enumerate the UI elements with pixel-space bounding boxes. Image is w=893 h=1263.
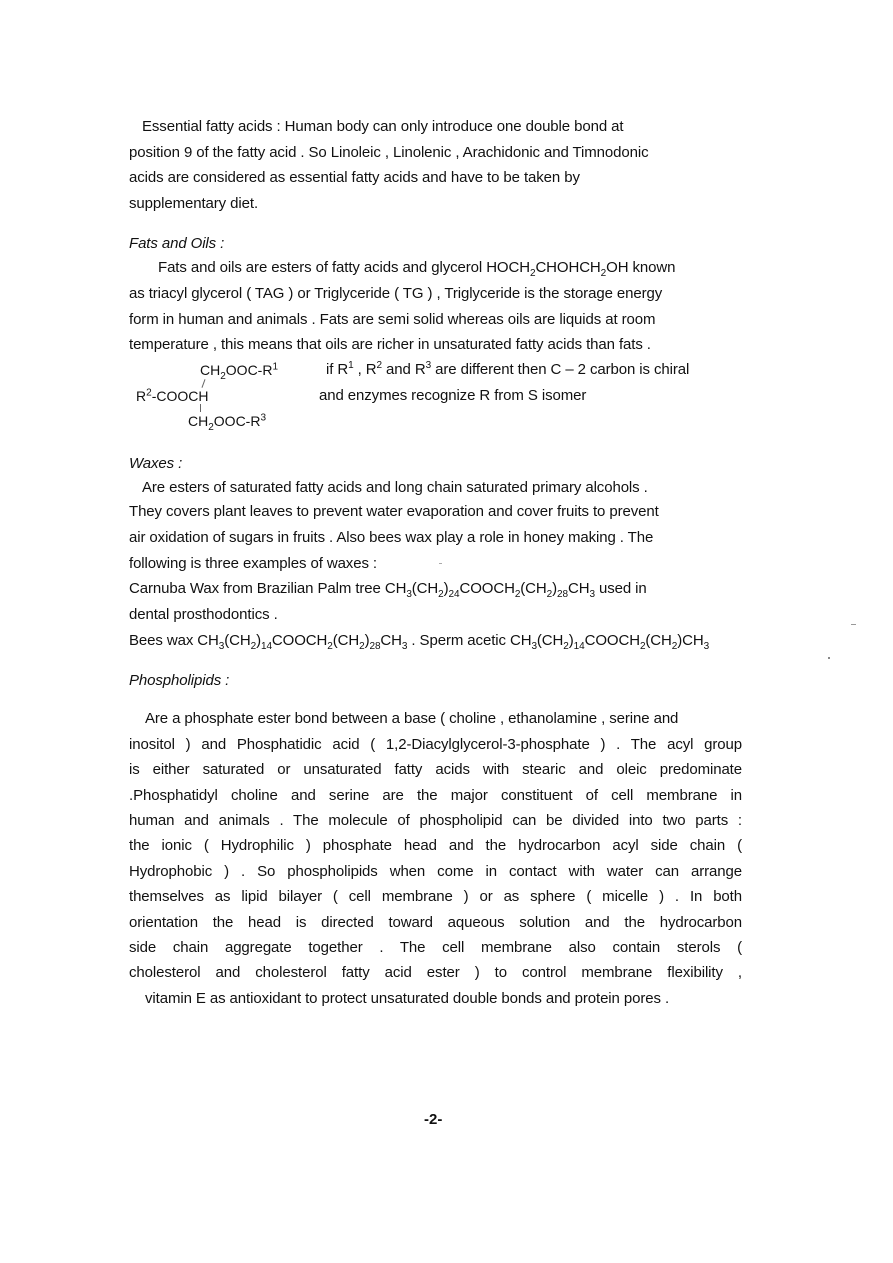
scan-speck xyxy=(851,624,856,625)
phospholipid-line: Are a phosphate ester bond between a base ( choline , ethanolamine , serine and xyxy=(145,710,679,727)
phospholipid-line: cholesterol and cholesterol fatty acid ester ) to control membrane flexibility , xyxy=(129,964,742,981)
phospholipid-line: vitamin E as antioxidant to protect unsaturated double bonds and protein pores . xyxy=(145,990,670,1007)
essential-line-3: acids are considered as essential fatty acids and have to be taken by xyxy=(129,169,580,186)
chiral-line: if $R^1$ , $R^2$ and $R^3$ are different then C – 2 carbon is chiral xyxy=(326,360,690,378)
page-number: -2- xyxy=(424,1111,443,1128)
waxes-line-1: Are esters of saturated fatty acids and long chain saturated primary alcohols . xyxy=(142,479,648,496)
phospholipids-heading: Phospholipids : xyxy=(129,672,230,689)
essential-line-2: position 9 of the fatty acid . So Linoleic , Linolenic , Arachidonic and Timnodonic xyxy=(129,144,649,161)
phospholipid-line: human and animals . The molecule of phospholipid can be divided into two parts : xyxy=(129,812,742,829)
waxes-line-2: They covers plant leaves to prevent water evaporation and cover fruits to prevent xyxy=(129,503,659,520)
phospholipid-line: .Phosphatidyl choline and serine are the major constituent of cell membrane in xyxy=(129,787,742,804)
structure-bottom: $CH_2OOC-R^3$ xyxy=(188,412,267,433)
phospholipid-line: orientation the head is directed toward aqueous solution and the hydrocarbon xyxy=(129,914,742,931)
scan-speck xyxy=(439,563,442,564)
fats-line-2: as triacyl glycerol ( TAG ) or Triglyceride ( TG ) , Triglyceride is the storage energy xyxy=(129,285,663,302)
waxes-line-4: following is three examples of waxes : xyxy=(129,555,377,572)
phospholipid-line: themselves as lipid bilayer ( cell membrane ) or as sphere ( micelle ) . In both xyxy=(129,888,742,905)
dental-line: dental prosthodontics . xyxy=(129,606,278,623)
enzymes-line: and enzymes recognize R from S isomer xyxy=(319,387,587,404)
carnuba-line: Carnuba Wax from Brazilian Palm tree $CH_3(CH_2)_{24}COOCH_2(CH_2)_{28}CH_3$ used in xyxy=(129,580,647,600)
structure-mid: $R^2$-COOCH xyxy=(136,387,209,404)
fats-line-3: form in human and animals . Fats are semi solid whereas oils are liquids at room xyxy=(129,311,656,328)
fats-heading: Fats and Oils : xyxy=(129,235,225,252)
essential-line-4: supplementary diet. xyxy=(129,195,259,212)
phospholipid-line: Hydrophobic ) . So phospholipids when come in contact with water can arrange xyxy=(129,863,742,880)
waxes-line-3: air oxidation of sugars in fruits . Also bees wax play a role in honey making . The xyxy=(129,529,654,546)
fats-line-1: Fats and oils are esters of fatty acids and glycerol $HOCH_2CHOHCH_2OH$ known xyxy=(158,259,676,279)
phospholipid-line: inositol ) and Phosphatidic acid ( 1,2-Diacylglycerol-3-phosphate ) . The acyl group xyxy=(129,736,742,753)
waxes-heading: Waxes : xyxy=(129,455,183,472)
fats-line-4: temperature , this means that oils are richer in unsaturated fatty acids than fats . xyxy=(129,336,651,353)
phospholipid-line: the ionic ( Hydrophilic ) phosphate head and the hydrocarbon acyl side chain ( xyxy=(129,837,742,854)
structure-bond-bottom xyxy=(200,404,201,412)
phospholipid-line: side chain aggregate together . The cell membrane also contain sterols ( xyxy=(129,939,742,956)
scan-speck xyxy=(828,657,830,659)
structure-top: $CH_2OOC-R^1$ xyxy=(200,361,279,382)
bees-wax-line: Bees wax $CH_3(CH_2)_{14}COOCH_2(CH_2)_{28}CH_3$ . Sperm acetic $CH_3(CH_2)_{14}COOCH_2(CH_2)CH_3$ xyxy=(129,632,710,652)
essential-line-1: Essential fatty acids : Human body can only introduce one double bond at xyxy=(142,118,624,135)
phospholipid-line: is either saturated or unsaturated fatty acids with stearic and oleic predominate xyxy=(129,761,742,778)
